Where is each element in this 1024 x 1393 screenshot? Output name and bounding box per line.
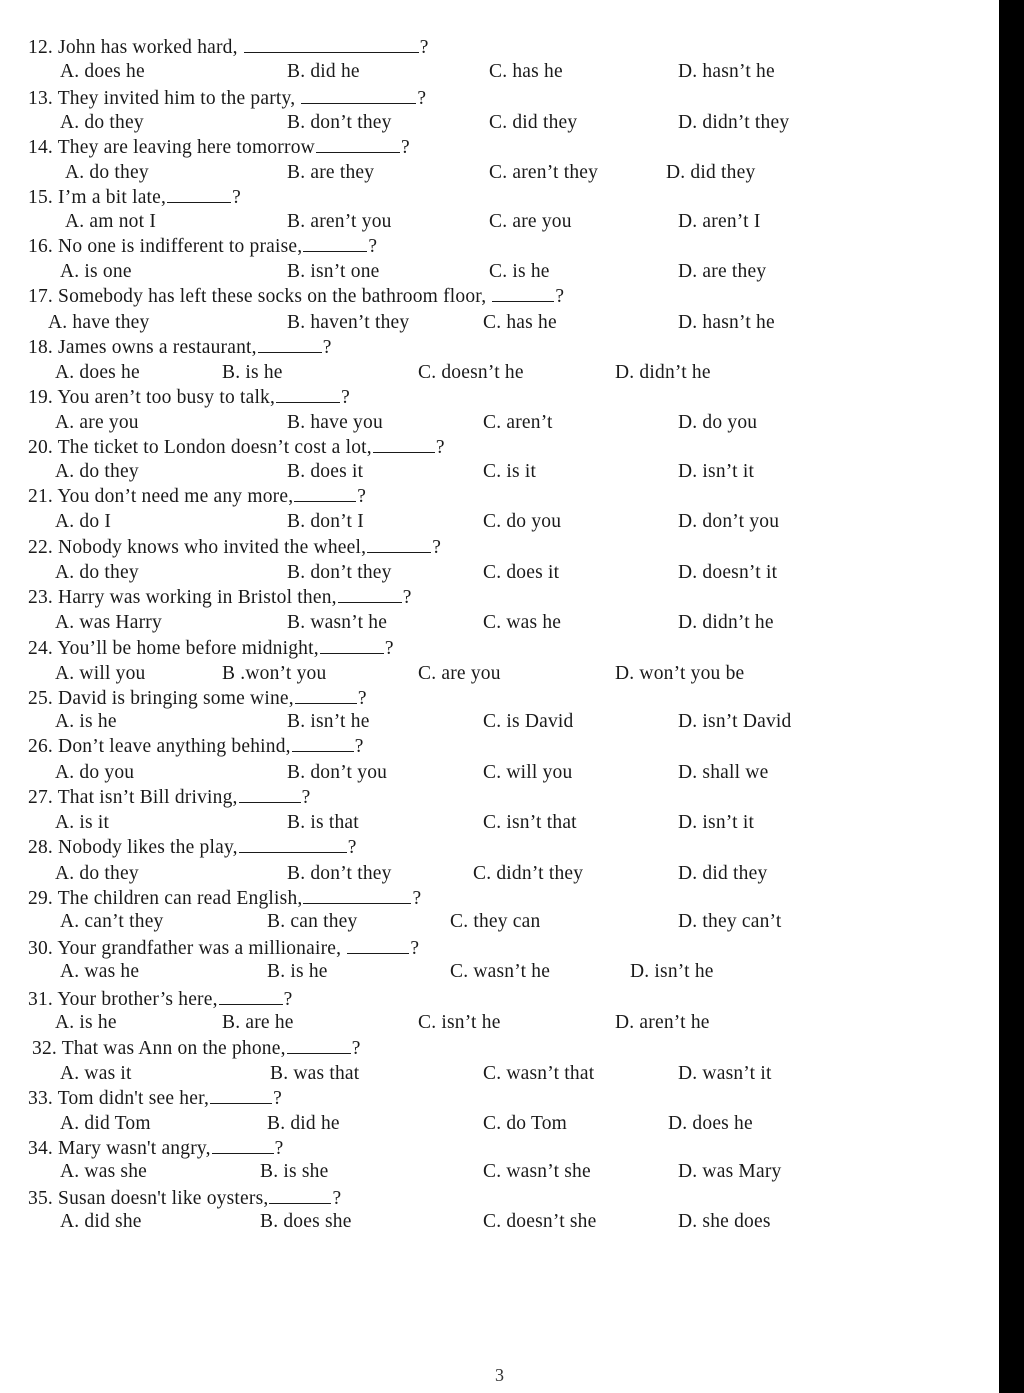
option-b: B. isn’t one xyxy=(287,261,380,282)
option-d: D. was Mary xyxy=(678,1161,782,1182)
option-b: B. don’t you xyxy=(287,762,388,783)
question-stem: 17. Somebody has left these socks on the bathroom floor, xyxy=(28,286,487,307)
question-22 xyxy=(28,535,441,560)
question-mark: ? xyxy=(432,537,442,558)
question-34 xyxy=(28,1136,284,1161)
option-a: A. is he xyxy=(55,1012,117,1033)
option-a: A. do I xyxy=(55,511,112,532)
option-d: D. didn’t he xyxy=(615,362,711,383)
option-b: B. did he xyxy=(267,1113,340,1134)
option-c: C. aren’t xyxy=(483,412,553,433)
question-14 xyxy=(28,135,410,160)
option-b: B. don’t they xyxy=(287,863,392,884)
option-a: A. was Harry xyxy=(55,612,162,633)
question-mark: ? xyxy=(410,938,420,959)
option-d: D. didn’t they xyxy=(678,112,790,133)
option-b: B .won’t you xyxy=(222,663,327,684)
option-d: D. didn’t he xyxy=(678,612,774,633)
question-mark: ? xyxy=(273,1088,282,1109)
question-mark: ? xyxy=(232,187,241,208)
question-stem: 35. Susan doesn't like oysters, xyxy=(28,1188,269,1209)
option-b: B. are he xyxy=(222,1012,294,1033)
question-stem: 12. John has worked hard, xyxy=(28,37,238,58)
question-mark: ? xyxy=(351,1038,361,1059)
option-b: B. is that xyxy=(287,812,359,833)
answer-blank xyxy=(212,1136,274,1154)
answer-blank xyxy=(373,435,435,453)
answer-blank xyxy=(316,135,400,153)
answer-blank xyxy=(320,636,384,654)
question-26 xyxy=(28,734,364,759)
answer-blank xyxy=(303,234,367,252)
question-12 xyxy=(28,35,429,60)
option-d: D. aren’t I xyxy=(678,211,761,232)
option-b: B. haven’t they xyxy=(287,312,410,333)
option-d: D. are they xyxy=(678,261,767,282)
answer-blank xyxy=(347,936,409,954)
question-stem: 20. The ticket to London doesn’t cost a lot, xyxy=(28,437,372,458)
question-29 xyxy=(28,886,421,911)
question-mark: ? xyxy=(341,387,350,408)
option-a: A. have they xyxy=(48,312,150,333)
option-a: A. is he xyxy=(55,711,117,732)
question-stem: 16. No one is indifferent to praise, xyxy=(28,236,303,257)
question-mark: ? xyxy=(435,437,445,458)
question-stem: 24. You’ll be home before midnight, xyxy=(28,638,319,659)
option-b: B. is he xyxy=(267,961,328,982)
question-33 xyxy=(28,1086,282,1111)
answer-blank xyxy=(210,1086,272,1104)
option-b: B. don’t they xyxy=(287,562,392,583)
option-c: C. are you xyxy=(418,663,501,684)
question-stem: 30. Your grandfather was a millionaire, xyxy=(28,938,342,959)
option-d: D. won’t you be xyxy=(615,663,745,684)
question-stem: 14. They are leaving here tomorrow xyxy=(28,137,315,158)
option-c: C. is he xyxy=(489,261,550,282)
option-a: A. was she xyxy=(60,1161,148,1182)
option-b: B. can they xyxy=(267,911,358,932)
answer-blank xyxy=(276,385,340,403)
option-c: C. has he xyxy=(489,61,563,82)
question-mark: ? xyxy=(412,888,422,909)
option-b: B. isn’t he xyxy=(287,711,370,732)
option-b: B. wasn’t he xyxy=(287,612,388,633)
option-a: A. can’t they xyxy=(60,911,164,932)
option-c: C. doesn’t he xyxy=(418,362,524,383)
option-a: A. do you xyxy=(55,762,135,783)
answer-blank xyxy=(244,35,419,53)
question-mark: ? xyxy=(332,1188,342,1209)
question-stem: 33. Tom didn't see her, xyxy=(28,1088,210,1109)
question-mark: ? xyxy=(347,837,357,858)
option-a: A. are you xyxy=(55,412,139,433)
option-b: B. have you xyxy=(287,412,383,433)
question-23 xyxy=(28,585,412,610)
option-c: C. was he xyxy=(483,612,562,633)
option-a: A. does he xyxy=(60,61,145,82)
option-a: A. am not I xyxy=(65,211,157,232)
option-d: D. they can’t xyxy=(678,911,782,932)
page-number: 3 xyxy=(495,1365,504,1385)
option-d: D. shall we xyxy=(678,762,769,783)
option-d: D. did they xyxy=(666,162,756,183)
option-c: C. wasn’t she xyxy=(483,1161,591,1182)
option-d: D. doesn’t it xyxy=(678,562,778,583)
option-c: C. they can xyxy=(450,911,541,932)
answer-blank xyxy=(219,987,283,1005)
option-b: B. did he xyxy=(287,61,360,82)
option-c: C. do Tom xyxy=(483,1113,568,1134)
option-c: C. do you xyxy=(483,511,562,532)
answer-blank xyxy=(492,284,554,302)
option-c: C. aren’t they xyxy=(489,162,599,183)
option-a: A. do they xyxy=(55,863,139,884)
question-stem: 23. Harry was working in Bristol then, xyxy=(28,587,337,608)
question-stem: 26. Don’t leave anything behind, xyxy=(28,736,291,757)
option-a: A. is it xyxy=(55,812,110,833)
question-mark: ? xyxy=(419,37,429,58)
question-mark: ? xyxy=(354,736,364,757)
question-16 xyxy=(28,234,377,259)
answer-blank xyxy=(303,886,411,904)
question-stem: 18. James owns a restaurant, xyxy=(28,337,257,358)
option-d: D. hasn’t he xyxy=(678,312,775,333)
answer-blank xyxy=(294,484,356,502)
question-17 xyxy=(28,284,564,309)
question-27 xyxy=(28,785,311,810)
question-stem: 13. They invited him to the party, xyxy=(28,88,296,109)
question-mark: ? xyxy=(274,1138,284,1159)
option-c: C. is it xyxy=(483,461,537,482)
question-stem: 25. David is bringing some wine, xyxy=(28,688,294,709)
option-c: C. will you xyxy=(483,762,573,783)
question-24 xyxy=(28,636,394,661)
question-20 xyxy=(28,435,445,460)
answer-blank xyxy=(287,1036,351,1054)
option-a: A. was he xyxy=(60,961,140,982)
question-stem: 34. Mary wasn't angry, xyxy=(28,1138,211,1159)
option-b: B. is she xyxy=(260,1161,329,1182)
option-d: D. isn’t David xyxy=(678,711,792,732)
question-19 xyxy=(28,385,350,410)
question-stem: 28. Nobody likes the play, xyxy=(28,837,238,858)
question-stem: 32. That was Ann on the phone, xyxy=(32,1038,286,1059)
question-28 xyxy=(28,835,357,860)
question-mark: ? xyxy=(384,638,394,659)
option-c: C. isn’t that xyxy=(483,812,577,833)
question-stem: 31. Your brother’s here, xyxy=(28,989,218,1010)
answer-blank xyxy=(301,86,416,104)
option-a: A. is one xyxy=(60,261,132,282)
option-c: C. isn’t he xyxy=(418,1012,501,1033)
answer-blank xyxy=(295,686,357,704)
answer-blank xyxy=(292,734,354,752)
question-31 xyxy=(28,987,293,1012)
option-d: D. do you xyxy=(678,412,758,433)
option-a: A. do they xyxy=(65,162,149,183)
option-b: B. aren’t you xyxy=(287,211,392,232)
question-mark: ? xyxy=(555,286,565,307)
option-d: D. don’t you xyxy=(678,511,780,532)
question-mark: ? xyxy=(402,587,412,608)
question-25 xyxy=(28,686,367,711)
answer-blank xyxy=(338,585,402,603)
question-30 xyxy=(28,936,419,961)
answer-blank xyxy=(367,535,431,553)
answer-blank xyxy=(239,835,347,853)
question-mark: ? xyxy=(400,137,410,158)
question-mark: ? xyxy=(322,337,332,358)
right-edge-border xyxy=(999,0,1024,1393)
question-32 xyxy=(32,1036,361,1061)
answer-blank xyxy=(258,335,322,353)
option-a: A. do they xyxy=(55,461,139,482)
option-c: C. didn’t they xyxy=(473,863,584,884)
option-d: D. does he xyxy=(668,1113,753,1134)
option-c: C. does it xyxy=(483,562,560,583)
option-c: C. are you xyxy=(489,211,572,232)
option-c: C. wasn’t that xyxy=(483,1063,595,1084)
option-d: D. isn’t he xyxy=(630,961,714,982)
option-d: D. aren’t he xyxy=(615,1012,710,1033)
question-18 xyxy=(28,335,332,360)
question-mark: ? xyxy=(357,486,367,507)
answer-blank xyxy=(167,185,231,203)
option-b: B. is he xyxy=(222,362,283,383)
option-b: B. don’t I xyxy=(287,511,364,532)
question-stem: 19. You aren’t too busy to talk, xyxy=(28,387,276,408)
question-mark: ? xyxy=(283,989,293,1010)
option-d: D. wasn’t it xyxy=(678,1063,772,1084)
option-c: C. is David xyxy=(483,711,574,732)
option-b: B. was that xyxy=(270,1063,360,1084)
option-c: C. has he xyxy=(483,312,557,333)
option-a: A. do they xyxy=(55,562,139,583)
question-13 xyxy=(28,86,426,111)
option-b: B. don’t they xyxy=(287,112,392,133)
option-b: B. are they xyxy=(287,162,375,183)
option-c: C. wasn’t he xyxy=(450,961,551,982)
option-d: D. hasn’t he xyxy=(678,61,775,82)
option-a: A. was it xyxy=(60,1063,132,1084)
answer-blank xyxy=(239,785,301,803)
question-stem: 22. Nobody knows who invited the wheel, xyxy=(28,537,367,558)
option-c: C. did they xyxy=(489,112,578,133)
question-stem: 15. I’m a bit late, xyxy=(28,187,167,208)
question-mark: ? xyxy=(417,88,427,109)
option-a: A. did she xyxy=(60,1211,142,1232)
option-c: C. doesn’t she xyxy=(483,1211,597,1232)
option-a: A. did Tom xyxy=(60,1113,151,1134)
option-b: B. does she xyxy=(260,1211,352,1232)
option-d: D. isn’t it xyxy=(678,461,755,482)
question-mark: ? xyxy=(368,236,378,257)
option-d: D. she does xyxy=(678,1211,771,1232)
option-d: D. did they xyxy=(678,863,768,884)
question-35 xyxy=(28,1186,341,1211)
question-21 xyxy=(28,484,366,509)
question-mark: ? xyxy=(357,688,367,709)
option-a: A. does he xyxy=(55,362,140,383)
option-d: D. isn’t it xyxy=(678,812,755,833)
question-stem: 27. That isn’t Bill driving, xyxy=(28,787,238,808)
question-stem: 21. You don’t need me any more, xyxy=(28,486,294,507)
option-b: B. does it xyxy=(287,461,364,482)
answer-blank xyxy=(269,1186,331,1204)
question-mark: ? xyxy=(301,787,311,808)
question-15 xyxy=(28,185,241,210)
option-a: A. do they xyxy=(60,112,144,133)
option-a: A. will you xyxy=(55,663,146,684)
question-stem: 29. The children can read English, xyxy=(28,888,303,909)
